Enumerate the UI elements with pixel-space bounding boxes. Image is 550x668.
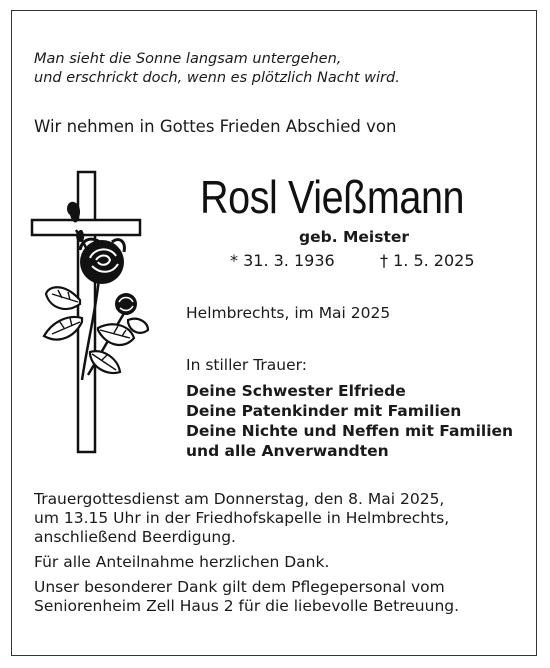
intro-text: Wir nehmen in Gottes Frieden Abschied von [34, 117, 397, 136]
death-date: † 1. 5. 2025 [380, 251, 475, 270]
mourners-list [186, 381, 513, 461]
special-thanks-line: Seniorenheim Zell Haus 2 für die liebevolle Betreuung. [34, 597, 460, 615]
mourner-item: Deine Schwester Elfriede [186, 382, 406, 400]
quote-line-1: Man sieht die Sonne langsam untergehen, [34, 51, 342, 67]
mourner-item: Deine Patenkinder mit Familien [186, 402, 462, 420]
mourner-item: und alle Anverwandten [186, 442, 389, 460]
birth-date: * 31. 3. 1936 [230, 251, 335, 270]
opening-quote [34, 50, 400, 88]
mourning-label: In stiller Trauer: [186, 356, 307, 374]
funeral-service-info [34, 490, 449, 547]
special-thanks-line: Unser besonderer Dank gilt dem Pflegepersonal vom [34, 578, 445, 596]
quote-line-2: und erschrickt doch, wenn es plötzlich Nacht wird. [34, 70, 400, 86]
place-and-date: Helmbrechts, im Mai 2025 [186, 304, 391, 322]
service-line: Trauergottesdienst am Donnerstag, den 8. Mai 2025, [34, 490, 445, 508]
thanks-text: Für alle Anteilnahme herzlichen Dank. [34, 553, 330, 571]
cross-with-roses-icon [30, 170, 150, 460]
deceased-name: Rosl Vießmann [200, 171, 465, 223]
special-thanks [34, 578, 459, 616]
service-line: um 13.15 Uhr in der Friedhofskapelle in Helmbrechts, [34, 509, 450, 527]
mourner-item: Deine Nichte und Neffen mit Familien [186, 422, 514, 440]
service-line: anschließend Beerdigung. [34, 528, 236, 546]
maiden-name: geb. Meister [299, 228, 410, 246]
